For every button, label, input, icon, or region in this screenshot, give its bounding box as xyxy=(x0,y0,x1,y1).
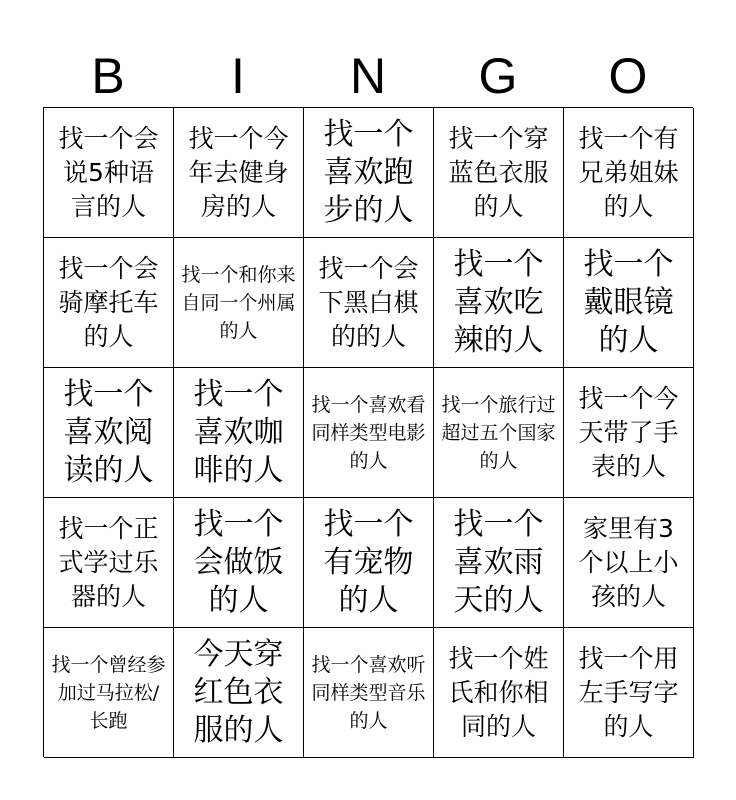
bingo-cell[interactable] xyxy=(174,368,304,498)
bingo-cell[interactable] xyxy=(44,238,174,368)
cell-text: 找一个喜欢雨天的人 xyxy=(453,506,544,618)
cell-text: 找一个曾经参加过马拉松/长跑 xyxy=(51,653,166,732)
bingo-cell[interactable] xyxy=(434,498,564,628)
bingo-cell[interactable] xyxy=(304,108,434,238)
cell-text: 找一个有兄弟姐妹的人 xyxy=(578,123,679,221)
cell-text: 找一个喜欢听同样类型音乐的人 xyxy=(311,653,426,732)
cell-text: 找一个旅行过超过五个国家的人 xyxy=(441,393,556,472)
bingo-cell[interactable] xyxy=(564,108,694,238)
cell-text: 家里有3个以上小孩的人 xyxy=(578,513,679,611)
bingo-cell[interactable] xyxy=(434,628,564,758)
cell-text: 找一个会说5种语言的人 xyxy=(58,123,159,221)
bingo-cell[interactable] xyxy=(44,498,174,628)
bingo-cell[interactable] xyxy=(434,238,564,368)
cell-text: 找一个穿蓝色衣服的人 xyxy=(448,123,549,221)
cell-text: 找一个姓氏和你相同的人 xyxy=(448,643,549,741)
bingo-cell[interactable] xyxy=(434,368,564,498)
bingo-cell[interactable] xyxy=(174,628,304,758)
bingo-cell[interactable] xyxy=(304,498,434,628)
header-letter-n: N xyxy=(349,48,387,104)
cell-text: 找一个喜欢跑步的人 xyxy=(323,116,414,228)
cell-text: 找一个会做饭的人 xyxy=(193,506,284,618)
bingo-cell[interactable] xyxy=(434,108,564,238)
bingo-header xyxy=(43,46,693,106)
cell-text: 找一个正式学过乐器的人 xyxy=(58,513,159,611)
bingo-cell[interactable] xyxy=(44,368,174,498)
cell-text: 找一个喜欢咖啡的人 xyxy=(193,376,284,488)
bingo-cell[interactable] xyxy=(174,498,304,628)
bingo-cell[interactable] xyxy=(564,628,694,758)
bingo-cell[interactable] xyxy=(44,108,174,238)
cell-text: 找一个戴眼镜的人 xyxy=(583,246,674,358)
cell-text: 找一个有宠物的人 xyxy=(323,506,414,618)
cell-text: 找一个会骑摩托车的人 xyxy=(58,253,159,351)
cell-text: 找一个用左手写字的人 xyxy=(578,643,679,741)
bingo-board xyxy=(43,107,693,757)
header-letter-g: G xyxy=(478,48,518,104)
bingo-cell[interactable] xyxy=(304,628,434,758)
bingo-cell[interactable] xyxy=(174,238,304,368)
cell-text: 找一个会下黑白棋的的人 xyxy=(318,253,419,351)
header-letter-o: O xyxy=(608,48,648,104)
cell-text: 找一个和你来自同一个州属的人 xyxy=(181,263,296,342)
cell-text: 找一个喜欢阅读的人 xyxy=(63,376,154,488)
header-letter-i: I xyxy=(231,48,245,104)
bingo-cell[interactable] xyxy=(304,238,434,368)
bingo-cell[interactable] xyxy=(564,368,694,498)
cell-text: 找一个喜欢吃辣的人 xyxy=(453,246,544,358)
bingo-cell[interactable] xyxy=(564,498,694,628)
cell-text: 找一个今年去健身房的人 xyxy=(188,123,289,221)
bingo-cell[interactable] xyxy=(304,368,434,498)
cell-text: 找一个喜欢看同样类型电影的人 xyxy=(311,393,426,472)
bingo-cell[interactable] xyxy=(44,628,174,758)
cell-text: 找一个今天带了手表的人 xyxy=(578,383,679,481)
cell-text: 今天穿红色衣服的人 xyxy=(193,636,284,748)
bingo-cell[interactable] xyxy=(564,238,694,368)
bingo-cell[interactable] xyxy=(174,108,304,238)
header-letter-b: B xyxy=(91,48,125,104)
